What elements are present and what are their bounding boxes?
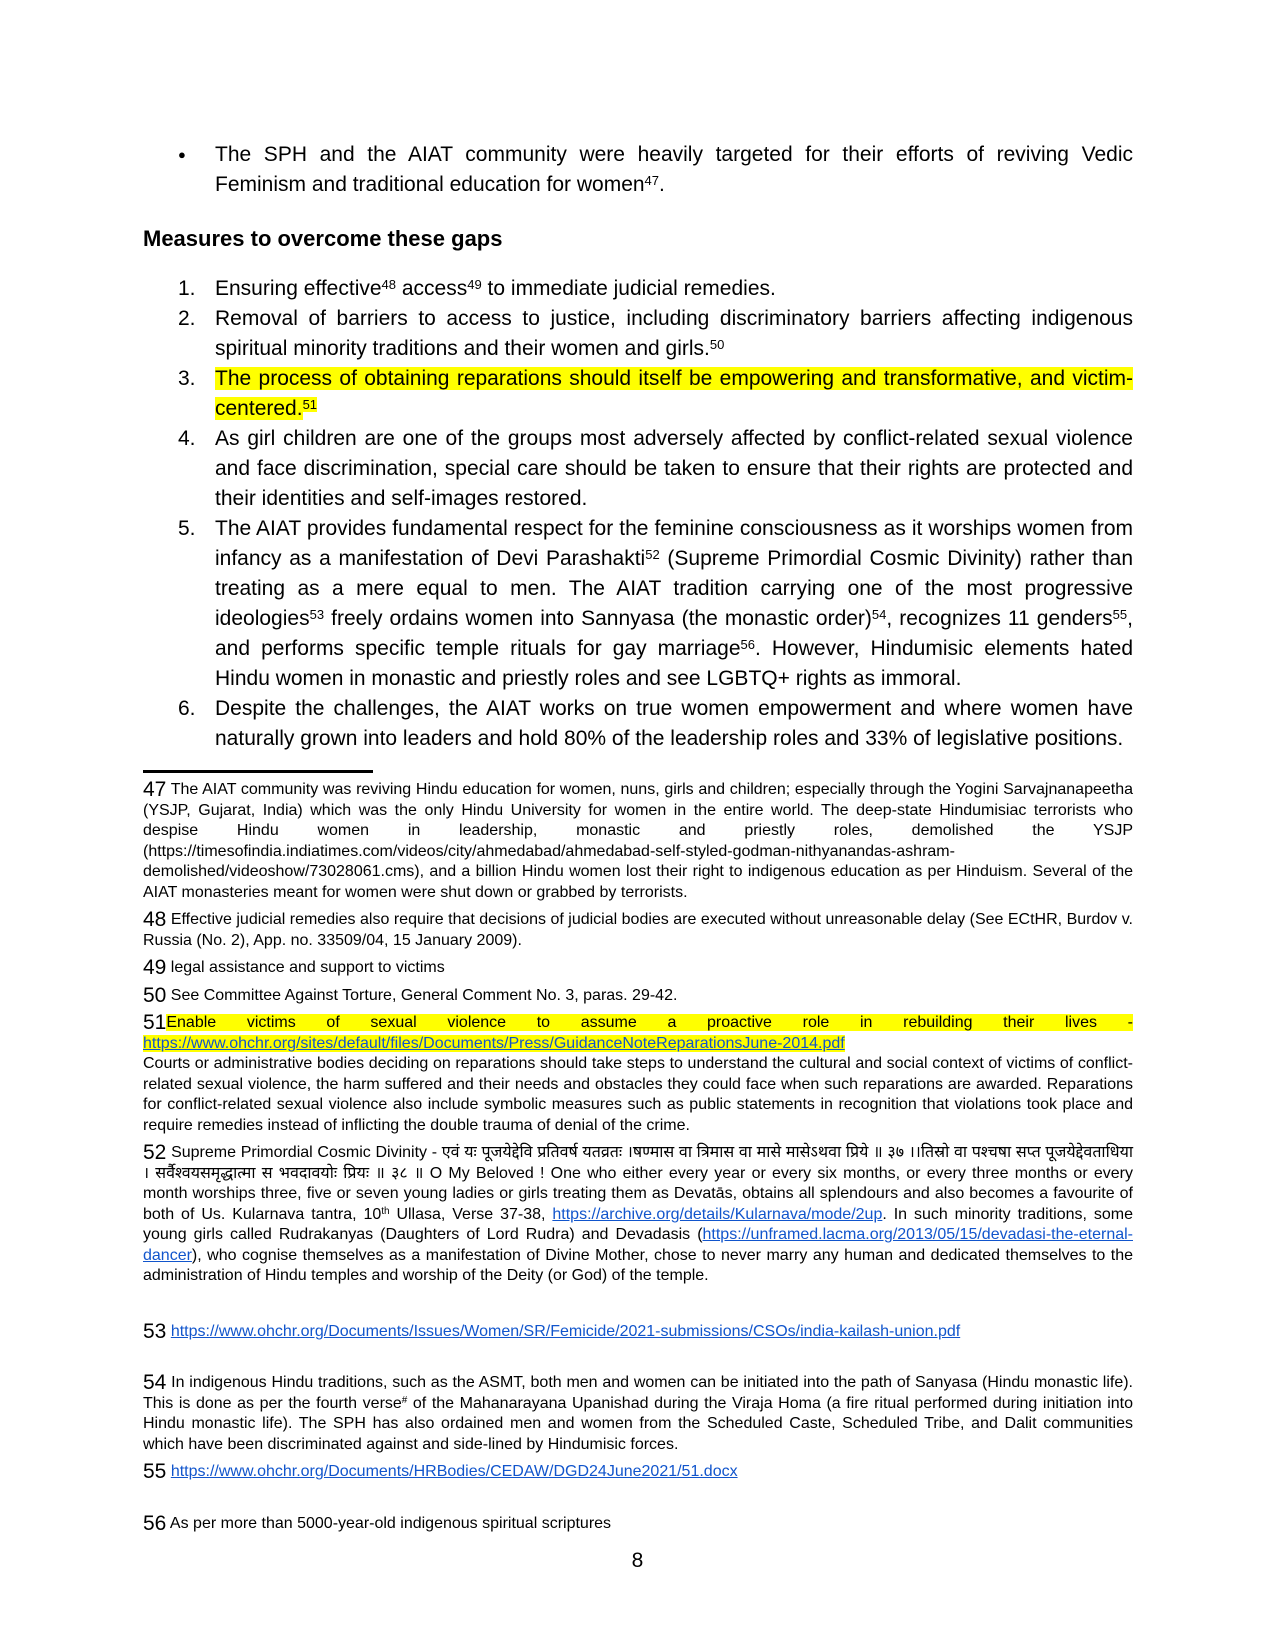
footnotes-section (143, 779, 1133, 1534)
text-run: of the Mahanarayana Upanishad during the Viraja Homa (a fire ritual performed during initiation into Hindu monastic life). The SPH has also ordained men and women from the Scheduled Caste, Scheduled Tribe, and Dalit communities which have been discriminated against and side-lined by Hindumisic forces. (143, 1394, 1133, 1453)
text-run: . However, Hindumisic elements hated Hindu women in monastic and priestly roles and see LGBTQ+ rights as immoral. (215, 637, 1134, 690)
text-run: As per more than 5000-year-old indigenous spiritual scriptures (166, 1514, 612, 1532)
footnote-ref: 52 (645, 546, 660, 562)
footnote-ref: 55 (1112, 606, 1128, 622)
footnote-51-highlighted (143, 1012, 1133, 1136)
footnote-53 (143, 1321, 1133, 1343)
footnote-48 (143, 909, 1133, 951)
text-run: , and performs specific temple rituals for gay marriage (215, 607, 1133, 660)
footnote-text (143, 911, 1133, 949)
footnote-text (143, 1144, 1133, 1284)
list-item-number: 4. (178, 427, 196, 450)
text-run: Removal of barriers to access to justice, including discriminatory barriers affecting indigenous spiritual minority traditions and their women and girls. (215, 307, 1133, 360)
footnote-number: 51 (143, 1011, 167, 1034)
hyperlink[interactable]: https://unframed.lacma.org/2013/05/15/devadasi-the-eternal-dancer (143, 1226, 1133, 1264)
text-run: to immediate judicial remedies. (481, 277, 776, 300)
text-run: Effective judicial remedies also require that decisions of judicial bodies are executed without unreasonable delay (See ECtHR, Burdov v. Russia (No. 2), App. no. 33509/04, 15 January 2009). (143, 911, 1133, 949)
text-run: See Committee Against Torture, General Comment No. 3, paras. 29-42. (166, 986, 678, 1004)
footnote-54 (143, 1372, 1133, 1455)
bullet-icon: ● (178, 147, 186, 162)
footnote-50 (143, 985, 1133, 1007)
list-item-number: 2. (178, 307, 196, 330)
footnote-number: 49 (143, 956, 167, 979)
hyperlink[interactable]: https://archive.org/details/Kularnava/mode/2up (552, 1205, 883, 1223)
footnote-number: 47 (143, 778, 167, 801)
list-item-number: 3. (178, 367, 196, 390)
footnote-ref: 56 (740, 636, 755, 652)
list-item-5 (143, 514, 1133, 694)
text-run: (Supreme Primordial Cosmic Divinity) rather than treating as a mere equal to men. The AIAT tradition carrying one of the most progressive ideologies (215, 547, 1134, 630)
footnote-ref: th (381, 1205, 390, 1217)
footnote-ref: 50 (709, 336, 725, 352)
footnote-52 (143, 1142, 1133, 1287)
footnote-number: 54 (143, 1371, 167, 1394)
footnote-49 (143, 957, 1133, 979)
list-item-text (215, 424, 1133, 514)
footnote-56 (143, 1513, 1133, 1535)
footnote-text (143, 781, 1133, 901)
footnote-ref: 54 (871, 606, 887, 622)
footnote-ref: 53 (309, 606, 325, 622)
footnote-separator (143, 770, 373, 773)
list-item-2 (143, 304, 1133, 364)
text-run: The SPH and the AIAT community were heavily targeted for their efforts of reviving Vedic Feminism and traditional education for women (215, 143, 1133, 196)
text-run: Ensuring effective (215, 277, 382, 300)
hyperlink[interactable]: https://www.ohchr.org/sites/default/files/Documents/Press/GuidanceNoteReparationsJune-2014.pdf (143, 1034, 845, 1052)
section-heading: Measures to overcome these gaps (143, 226, 503, 251)
list-item-text (215, 514, 1133, 694)
footnote-number: 48 (143, 908, 167, 931)
list-item-3-highlighted (143, 364, 1133, 424)
hyperlink[interactable]: https://www.ohchr.org/Documents/Issues/Women/SR/Femicide/2021-submissions/CSOs/india-kailash-union.pdf (170, 1322, 961, 1340)
footnote-ref: 48 (381, 276, 397, 292)
text-run: The process of obtaining reparations should itself be empowering and transformative, and victim-centered. (215, 367, 1133, 420)
footnote-number: 50 (143, 983, 167, 1007)
page-number: 8 (631, 1549, 644, 1572)
text-run: The AIAT provides fundamental respect for the feminine consciousness as it worships women from infancy as a manifestation of Devi Parashakti (215, 517, 1133, 570)
text-run: legal assistance and support to victims (166, 959, 445, 976)
list-item-text (215, 364, 1133, 424)
list-item-6 (143, 694, 1133, 754)
footnote-number: 53 (143, 1319, 167, 1343)
text-run: In indigenous Hindu traditions, such as the ASMT, both men and women can be initiated into the path of Sanyasa (Hindu monastic life). This is done as per the fourth verse (143, 1374, 1133, 1412)
footnote-ref: 49 (467, 276, 482, 292)
list-item-1 (143, 274, 1133, 304)
list-item-4 (143, 424, 1133, 514)
list-item-text (215, 274, 1133, 304)
list-item-text (215, 694, 1133, 754)
text-run: ), who cognise themselves as a manifestation of Divine Mother, chose to never marry any human and dedicated themselves to the administration of Hindu temples and worship of the Deity (or God) of the temple. (143, 1246, 1133, 1284)
footnote-ref: # (401, 1394, 408, 1406)
list-item-text (215, 304, 1133, 364)
footnote-text (143, 1014, 1133, 1134)
footnote-55 (143, 1461, 1133, 1483)
footnote-text (166, 959, 444, 976)
text-run: Courts or administrative bodies deciding on reparations should take steps to understand the cultural and social context of victims of conflict-related sexual violence, the harm suffered and their needs and obstacles they could face when such reparations are awarded. Reparations for conflict-related sexual violence also include symbolic measures such as public statements in recognition that violations took place and require remedies instead of inflicting the double trauma of denial of the crime. (143, 1055, 1133, 1134)
text-run: Despite the challenges, the AIAT works on true women empowerment and where women have naturally grown into leaders and hold 80% of the leadership roles and 33% of legislative positions. (215, 697, 1133, 750)
text-run: Enable victims of sexual violence to assume a proactive role in rebuilding their lives - (166, 1014, 1133, 1031)
list-item-number: 5. (178, 517, 196, 540)
bullet-list-item (143, 140, 1133, 200)
page-content (143, 140, 1133, 1534)
text-run: , recognizes 11 genders (886, 607, 1113, 630)
footnote-text (166, 1515, 611, 1532)
footnote-ref: 47 (644, 172, 660, 188)
footnote-text (143, 1374, 1133, 1453)
list-item-number: 6. (178, 697, 196, 720)
text-run: . In such minority traditions, some young girls called Rudrakanyas (Daughters of Lord Rudra) and Devadasis ( (143, 1205, 1133, 1243)
text-run: As girl children are one of the groups most adversely affected by conflict-related sexual violence and face discrimination, special care should be taken to ensure that their rights are protected and their identities and self-images restored. (215, 427, 1133, 510)
text-run: The AIAT community was reviving Hindu education for women, nuns, girls and children; especially through the Yogini Sarvajnanapeetha (YSJP, Gujarat, India) which was the only Hindu University for women in the entire world. The deep-state Hindumisiac terrorists who despise Hindu women in leadership, monastic and priestly roles, demolished the YSJP (https://timesofindia.indiatimes.com/videos/city/ahmedabad/ahmedabad-self-styled-godman-nithyanandas-ashram-demolished/videoshow/73028061.cms), and a billion Hindu women lost their right to indigenous education as per Hinduism. Several of the AIAT monasteries meant for women were shut down or grabbed by terrorists. (143, 781, 1133, 901)
text-run: Supreme Primordial Cosmic Divinity - एवं यः पूजयेद्देवि प्रतिवर्ष यतव्रतः ।षण्मास वा त्रिमास वा मासे मासेऽथवा प्रिये ॥ ३७ ।।तिस्रो वा पश्चषा सप्त पूजयेद्देवताधिया । सर्वैश्वयसमृद्धात्मा स भवदावयोः प्रियः ॥ ३८ ॥ O My Beloved ! One who either every year or every six months, or every three months or every month worships three, five or seven young ladies or girls treating them as Devatās, obtains all splendours and also becomes a favourite of both of Us. Kularnava tantra, 10 (143, 1144, 1133, 1223)
numbered-list (143, 274, 1133, 754)
footnote-number: 52 (143, 1141, 167, 1164)
footnote-text (166, 1463, 737, 1480)
text-run: Ullasa, Verse 37-38, (389, 1205, 553, 1223)
hyperlink[interactable]: https://www.ohchr.org/Documents/HRBodies/CEDAW/DGD24June2021/51.docx (170, 1463, 738, 1480)
footnote-47 (143, 779, 1133, 903)
footnote-number: 55 (143, 1460, 167, 1483)
text-run: access (396, 277, 468, 300)
footnote-ref: 51 (302, 396, 318, 412)
footnote-text (166, 987, 677, 1004)
text-run: freely ordains women into Sannyasa (the monastic order) (324, 607, 872, 630)
list-item-number: 1. (178, 277, 196, 300)
text-run: . (659, 173, 665, 196)
footnote-number: 56 (143, 1511, 167, 1535)
footnote-text (166, 1323, 960, 1340)
bullet-item-text (215, 140, 1133, 200)
